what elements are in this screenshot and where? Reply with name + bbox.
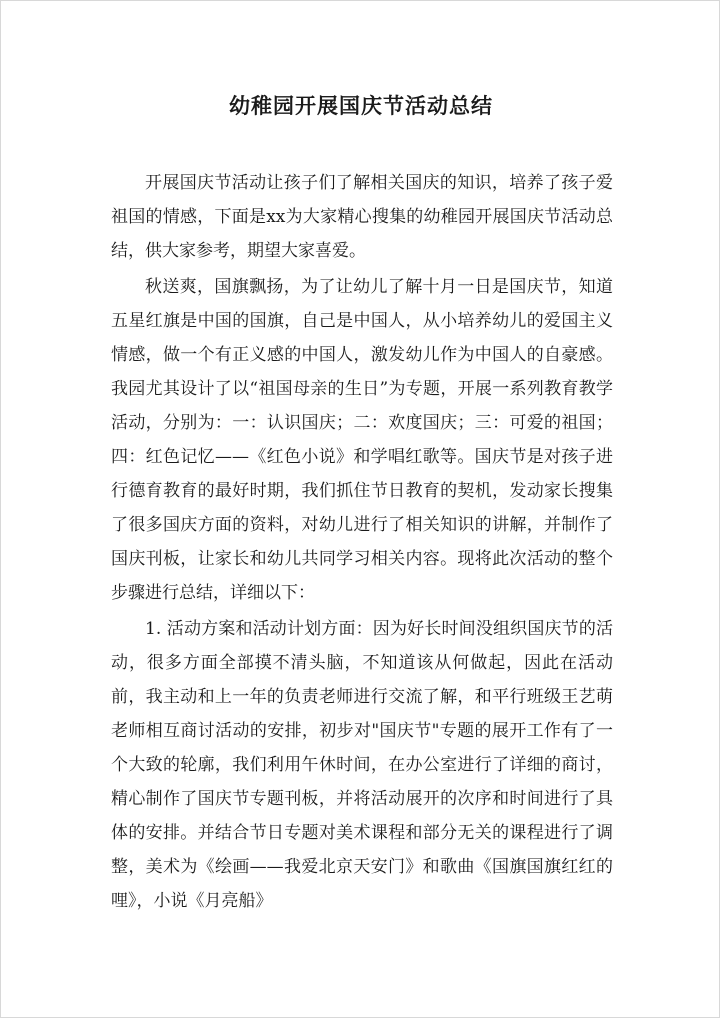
paragraph-background: 秋送爽，国旗飘扬，为了让幼儿了解十月一日是国庆节，知道五星红旗是中国的国旗，自己是中国人，从小培养幼儿的爱国主义情感，做一个有正义感的中国人，激发幼儿作为中国人的自豪感。我园尤其设计了以“祖国母亲的生日”为专题，开展一系列教育教学活动，分别为：一：认识国庆；二：欢度国庆；三：可爱的祖国；四：红色记忆——《红色小说》和学唱红歌等。国庆节是对孩子进行德育教育的最好时期，我们抓住节日教育的契机，发动家长搜集了很多国庆方面的资料，对幼儿进行了相关知识的讲解，并制作了国庆刊板，让家长和幼儿共同学习相关内容。现将此次活动的整个步骤进行总结，详细以下： bbox=[111, 277, 613, 603]
paragraph-intro: 开展国庆节活动让孩子们了解相关国庆的知识，培养了孩子爱祖国的情感，下面是xx为大家精心搜集的幼稚园开展国庆节活动总结，供大家参考，期望大家喜爱。 bbox=[111, 173, 613, 261]
paragraph-plan: 1. 活动方案和活动计划方面：因为好长时间没组织国庆节的活动，很多方面全部摸不清头脑，不知道该从何做起，因此在活动前，我主动和上一年的负责老师进行交流了解，和平行班级王艺萌老师相互商讨活动的安排，初步对"国庆节"专题的展开工作有了一个大致的轮廓，我们利用午休时间，在办公室进行了详细的商讨，精心制作了国庆节专题刊板，并将活动展开的次序和时间进行了具体的安排。并结合节日专题对美术课程和部分无关的课程进行了调整，美术为《绘画——我爱北京天安门》和歌曲《国旗国旗红红的哩》，小说《月亮船》 bbox=[111, 619, 613, 911]
document-title: 幼稚园开展国庆节活动总结 bbox=[229, 93, 493, 118]
document-body bbox=[111, 166, 613, 920]
